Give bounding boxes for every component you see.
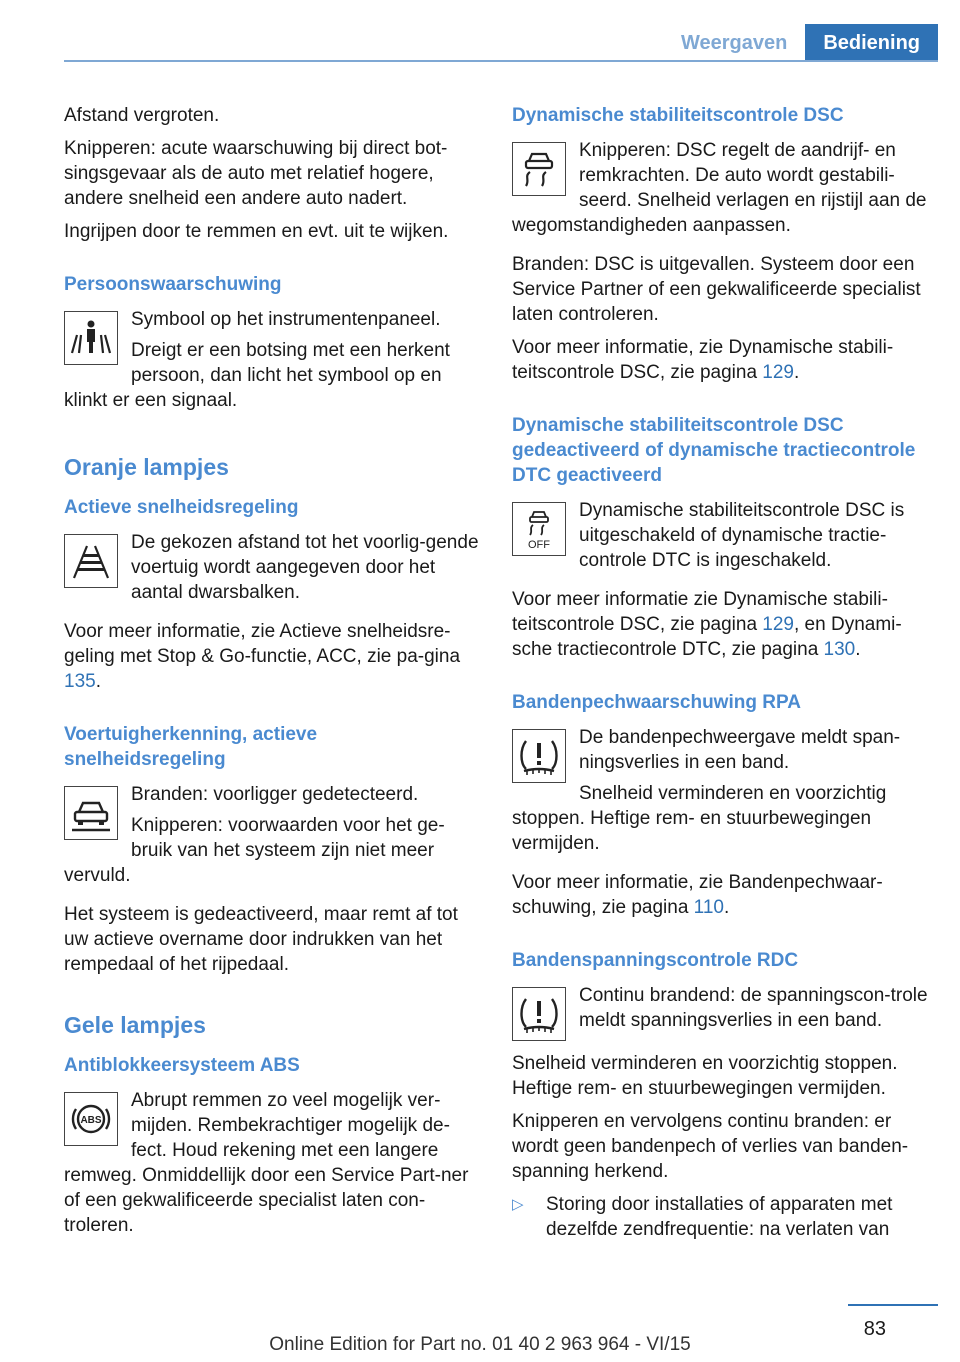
tab-bediening[interactable]: Bediening [805,24,938,62]
distance-bars-icon [64,534,118,588]
dsc-off-icon [512,502,566,556]
pedestrian-warning-icon [64,311,118,365]
paragraph: De bandenpechweergave meldt span-ningsverlies in een band. [579,727,901,773]
paragraph: Afstand vergroten. [64,105,220,126]
footer-edition-text: Online Edition for Part no. 01 40 2 963 964 - VI/15 [269,1334,691,1355]
triangle-bullet-icon: ▷ [512,1196,524,1213]
abs-icon-text: ABS [80,1115,102,1126]
paragraph: Knipperen en vervolgens continu branden: er wordt geen bandenpech of verlies van banden-spanning herkend. [512,1111,909,1182]
paragraph [64,619,480,694]
text: Voor meer informatie, zie Actieve snelheidsre-geling met Stop & Go-functie, ACC, zie pa-gina [64,621,461,667]
paragraph: Branden: voorligger gedetecteerd. [131,784,419,805]
dscoff-block [512,498,928,579]
section-heading: Antiblokkeersysteem ABS [64,1055,300,1076]
paragraph: Dynamische stabiliteitscontrole DSC is uitgeschakeld of dynamische tractie-controle DTC is ingeschakeld. [579,500,905,571]
text: . [723,897,730,918]
text: . [95,671,101,692]
dsc-off-icon-text: OFF [528,539,550,551]
text: Voor meer informatie, zie Dynamische stabili-teitscontrole DSC, zie pagina [512,337,894,383]
paragraph [512,870,928,920]
text: . [855,639,861,660]
chapter-heading: Gele lampjes [64,1012,206,1038]
tab-weergaven[interactable]: Weergaven [680,32,788,54]
paragraph: Knipperen: voorwaarden voor het ge-bruik van het systeem zijn niet meer vervuld. [64,815,445,886]
paragraph: Snelheid verminderen en voorzichtig stoppen. Heftige rem- en stuurbewegingen vermijden. [512,783,887,854]
section-heading: Dynamische stabiliteitscontrole DSC gedeactiveerd of dynamische tractiecontrole DTC geactiveerd [512,415,916,486]
page-link-130[interactable]: 130 [823,639,856,660]
text: Voor meer informatie zie Dynamische stabili-teitscontrole DSC, zie pagina [512,589,888,635]
header-rule [64,60,938,62]
rdc-block [512,983,928,1043]
paragraph [512,587,928,662]
vehicle-detected-icon [64,786,118,840]
page-link-135[interactable]: 135 [64,671,96,692]
paragraph: Symbool op het instrumentenpaneel. [131,309,441,330]
abs-block [64,1088,480,1244]
left-column [64,103,480,1252]
paragraph: Knipperen: DSC regelt de aandrijf- en remkrachten. De auto wordt gestabili-seerd. Snelheid verlagen en rijstijl aan de wegomstandigheden aanpassen. [512,140,927,236]
paragraph: Ingrijpen door te remmen en evt. uit te wijken. [64,221,449,242]
chapter-heading: Oranje lampjes [64,454,229,480]
paragraph: Continu brandend: de spanningscon-trole meldt spanningsverlies in een band. [579,985,928,1031]
acc-block [64,530,480,611]
section-heading: Bandenspanningscontrole RDC [512,950,799,971]
section-heading: Persoonswaarschuwing [64,274,282,295]
voertuig-block [64,782,480,894]
text: , en Dynami-sche tractiecontrole DTC, zie pagina [512,614,902,660]
section-heading: Bandenpechwaarschuwing RPA [512,692,801,713]
page-link-129[interactable]: 129 [762,362,794,383]
persoon-block [64,307,480,419]
page-number: 83 [863,1318,886,1340]
paragraph: Dreigt er een botsing met een herkent persoon, dan licht het symbool op en klinkt er een signaal. [64,340,450,411]
text: . [794,362,800,383]
paragraph: Branden: DSC is uitgevallen. Systeem door een Service Partner of een gekwalificeerde specialist laten controleren. [512,254,921,325]
section-heading: Dynamische stabiliteitscontrole DSC [512,105,844,126]
header-tabs [663,24,938,62]
paragraph: Het systeem is gedeactiveerd, maar remt af tot uw actieve overname door indrukken van het rempedaal of het rijpedaal. [64,904,458,975]
footer-rule [848,1304,938,1306]
dsc-block [512,138,928,244]
bullet-text: Storing door installaties of apparaten met dezelfde zendfrequentie: na verlaten van [546,1194,893,1240]
paragraph: Snelheid verminderen en voorzichtig stoppen. Heftige rem- en stuurbewegingen vermijden. [512,1053,898,1099]
abs-icon [64,1092,118,1146]
paragraph [512,335,928,385]
right-column [512,103,928,1242]
section-heading: Voertuigherkenning, actieve snelheidsregeling [64,724,318,770]
paragraph: De gekozen afstand tot het voorlig-gende voertuig wordt aangegeven door het aantal dwarsbalken. [131,532,479,603]
rpa-block [512,725,928,862]
tire-pressure-icon [512,987,566,1041]
section-heading: Actieve snelheidsregeling [64,497,299,518]
paragraph: Knipperen: acute waarschuwing bij direct bot-singsgevaar als de auto met relatief hogere, andere snelheid een andere auto nadert. [64,138,448,209]
text: Voor meer informatie, zie Bandenpechwaar-schuwing, zie pagina [512,872,883,918]
bullet-item [512,1192,928,1242]
paragraph: Abrupt remmen zo veel mogelijk ver-mijden. Rembekrachtiger mogelijk de-fect. Houd rekening met een langere remweg. Onmiddellijk door een Service Part-ner of een gekwalificeerde specialist laten con-troleren. [64,1090,469,1236]
tire-warning-icon [512,729,566,783]
page-link-110[interactable]: 110 [693,897,724,918]
dsc-skid-icon [512,142,566,196]
page-link-129[interactable]: 129 [762,614,794,635]
